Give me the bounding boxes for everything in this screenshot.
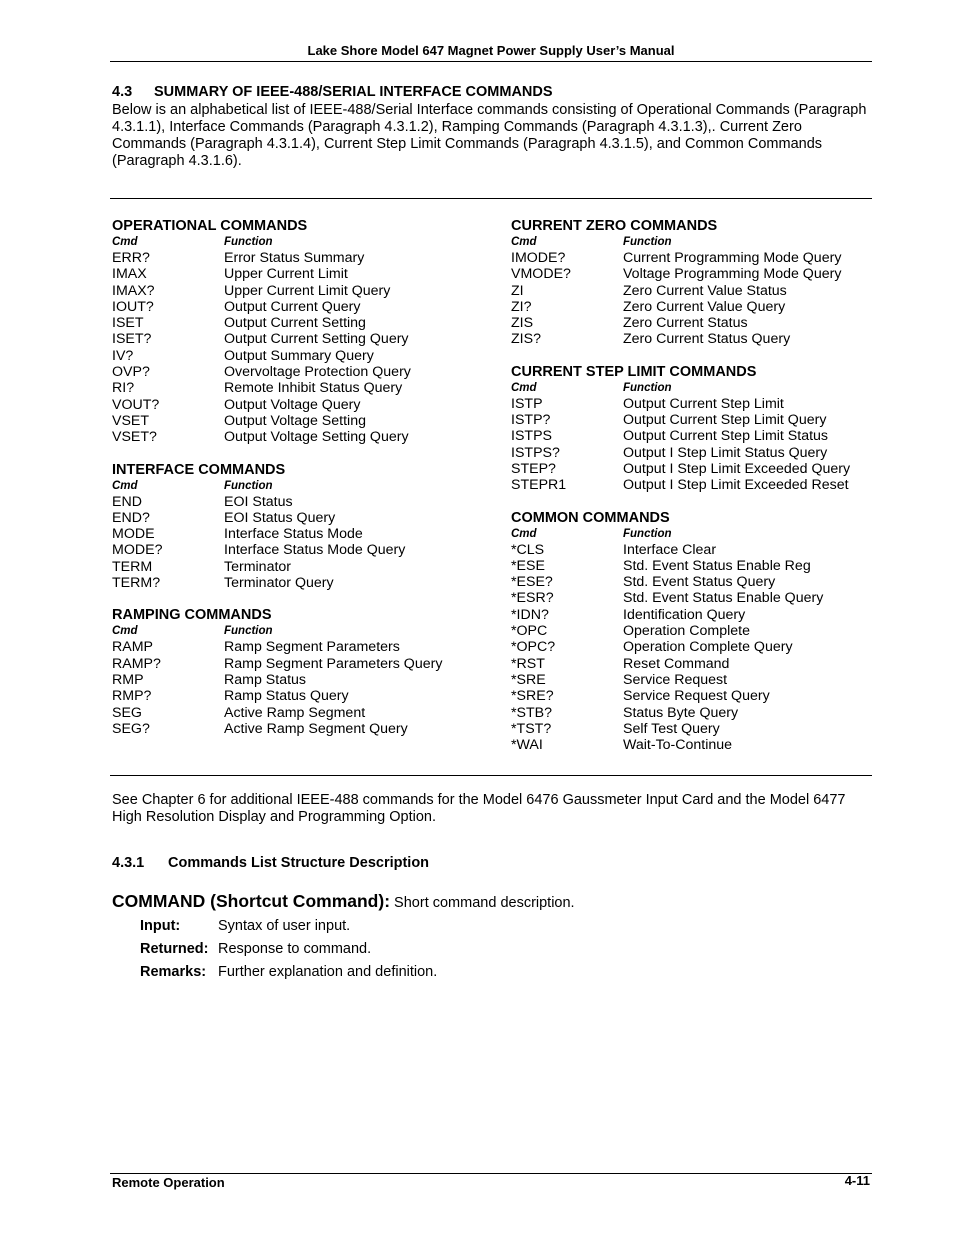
command-mnemonic: *WAI [511, 737, 543, 754]
footer-chapter: Remote Operation [112, 1175, 225, 1190]
command-row [511, 721, 871, 737]
command-mnemonic: *SRE [511, 671, 546, 688]
command-row [112, 542, 502, 558]
subsection-title: Commands List Structure Description [168, 855, 430, 871]
command-mnemonic: ISTPS [511, 428, 552, 445]
command-row [112, 364, 502, 380]
command-mnemonic: RI? [112, 380, 135, 397]
command-mnemonic: END? [112, 509, 150, 526]
command-function: Interface Clear [623, 541, 717, 558]
command-row [511, 477, 871, 493]
command-group-title: CURRENT STEP LIMIT COMMANDS [511, 363, 757, 380]
command-function: Reset Command [623, 655, 730, 672]
column-header-row [112, 479, 502, 494]
command-function: Overvoltage Protection Query [224, 364, 411, 381]
command-mnemonic: ERR? [112, 250, 150, 266]
command-row [112, 429, 502, 445]
command-function: Output Current Step Limit Query [623, 412, 827, 429]
command-row [511, 672, 871, 688]
input-label: Input: [140, 918, 181, 934]
page-header: Lake Shore Model 647 Magnet Power Supply User’s Manual [307, 43, 675, 58]
command-function: Output Current Step Limit [623, 395, 784, 412]
function-column-header: Function [623, 236, 672, 248]
command-mnemonic: *STB? [511, 704, 553, 721]
command-row [112, 266, 502, 282]
command-row [112, 721, 502, 737]
returned-label: Returned: [140, 941, 209, 957]
column-header-row [112, 624, 502, 639]
command-function: Operation Complete [623, 623, 750, 640]
returned-definition [140, 941, 371, 957]
command-format-desc: Short command description. [390, 895, 575, 911]
command-row [511, 607, 871, 623]
command-function: Output Current Step Limit Status [623, 428, 829, 445]
command-mnemonic: RAMP? [112, 655, 161, 672]
command-mnemonic: *IDN? [511, 606, 549, 623]
command-mnemonic: *OPC? [511, 639, 556, 656]
command-row [511, 705, 871, 721]
command-group-title: COMMON COMMANDS [511, 509, 670, 526]
cmd-column-header: Cmd [112, 625, 138, 638]
command-row [112, 575, 502, 591]
command-mnemonic: ZIS? [511, 331, 541, 348]
command-mnemonic: RAMP [112, 639, 153, 656]
command-function: Zero Current Value Status [623, 282, 787, 299]
command-row [112, 331, 502, 347]
command-row [511, 445, 871, 461]
cmd-column-header: Cmd [112, 236, 138, 248]
command-function: Ramp Segment Parameters [224, 639, 400, 656]
returned-text: Response to command. [218, 941, 372, 957]
command-row [511, 283, 871, 299]
command-mnemonic: IV? [112, 347, 134, 364]
command-function: Interface Status Mode Query [224, 542, 406, 559]
command-function: Ramp Status [224, 671, 307, 688]
command-mnemonic: ZI [511, 282, 524, 299]
command-row [112, 559, 502, 575]
command-function: Service Request Query [623, 688, 770, 705]
command-function: Voltage Programming Mode Query [623, 266, 842, 283]
section-title: SUMMARY OF IEEE-488/SERIAL INTERFACE COMMANDS [154, 84, 553, 100]
command-row [112, 413, 502, 429]
command-function: Output I Step Limit Exceeded Query [623, 460, 851, 477]
section-number: 4.3 [112, 84, 133, 100]
subsection-heading [112, 855, 429, 871]
command-row [511, 299, 871, 315]
cmd-column-header: Cmd [112, 479, 138, 492]
command-mnemonic: ISTP? [511, 412, 551, 429]
command-function: Wait-To-Continue [623, 737, 733, 754]
command-row [511, 542, 871, 558]
command-function: Active Ramp Segment Query [224, 720, 408, 737]
command-row [112, 299, 502, 315]
command-mnemonic: ISET? [112, 331, 152, 348]
command-function: Ramp Segment Parameters Query [224, 655, 443, 672]
command-function: Error Status Summary [224, 250, 365, 266]
command-mnemonic: IMAX? [112, 282, 155, 299]
header-rule [110, 61, 872, 62]
function-column-header: Function [623, 381, 672, 394]
command-mnemonic: STEPR1 [511, 477, 567, 494]
command-row [511, 623, 871, 639]
command-row [112, 494, 502, 510]
command-mnemonic: VOUT? [112, 396, 160, 413]
table-bottom-rule [110, 775, 872, 776]
command-row [511, 428, 871, 444]
command-function: Identification Query [623, 606, 746, 623]
command-format-line [112, 891, 575, 912]
command-row [511, 412, 871, 428]
command-row [511, 558, 871, 574]
function-column-header: Function [224, 236, 273, 248]
cmd-column-header: Cmd [511, 527, 537, 540]
command-function: Output Current Setting [224, 315, 366, 332]
chapter-6-note: See Chapter 6 for additional IEEE-488 commands for the Model 6476 Gaussmeter Input Card and the Model 6477 High Resolution Display and Programming Option. [112, 792, 846, 825]
command-function: Upper Current Limit [224, 266, 348, 283]
command-mnemonic: ISTPS? [511, 444, 560, 461]
command-function: Output Current Query [224, 298, 361, 315]
left-command-column [112, 218, 502, 737]
column-header-row [511, 381, 871, 396]
command-row [112, 348, 502, 364]
command-function: Output Current Setting Query [224, 331, 409, 348]
input-text: Syntax of user input. [218, 918, 351, 934]
command-row [112, 526, 502, 542]
command-mnemonic: RMP? [112, 688, 152, 705]
command-row [112, 283, 502, 299]
command-function: Output I Step Limit Status Query [623, 444, 828, 461]
command-mnemonic: MODE [112, 526, 155, 543]
column-header-row [511, 235, 871, 250]
right-command-column [511, 218, 871, 753]
command-row [112, 315, 502, 331]
command-mnemonic: VSET [112, 412, 150, 429]
command-mnemonic: SEG [112, 704, 142, 721]
command-format-label: COMMAND (Shortcut Command): [112, 891, 391, 911]
command-group-title: OPERATIONAL COMMANDS [112, 218, 308, 234]
command-function: Terminator [224, 558, 292, 575]
command-function: Current Programming Mode Query [623, 250, 842, 266]
cmd-column-header: Cmd [511, 381, 537, 394]
command-mnemonic: MODE? [112, 542, 163, 559]
command-row [511, 737, 871, 753]
command-function: Ramp Status Query [224, 688, 349, 705]
command-mnemonic: *OPC [511, 623, 548, 640]
command-group-title: INTERFACE COMMANDS [112, 461, 286, 478]
command-function: Interface Status Mode [224, 526, 363, 543]
column-header-row [112, 235, 502, 250]
command-row [112, 639, 502, 655]
command-function: Output Summary Query [224, 347, 374, 364]
function-column-header: Function [224, 625, 273, 638]
command-function: Active Ramp Segment [224, 704, 366, 721]
function-column-header: Function [623, 527, 672, 540]
command-row [112, 510, 502, 526]
command-row [511, 656, 871, 672]
command-function: Output Voltage Query [224, 396, 361, 413]
command-function: Upper Current Limit Query [224, 282, 391, 299]
command-mnemonic: ISTP [511, 395, 543, 412]
command-mnemonic: END [112, 493, 142, 510]
command-row [112, 705, 502, 721]
command-row [511, 590, 871, 606]
table-top-rule [110, 198, 872, 199]
command-function: Operation Complete Query [623, 639, 793, 656]
command-row [112, 656, 502, 672]
command-row [511, 250, 871, 266]
group-spacer [112, 591, 502, 607]
command-mnemonic: *SRE? [511, 688, 554, 705]
command-row [112, 672, 502, 688]
group-spacer [112, 446, 502, 462]
group-spacer [511, 494, 871, 510]
command-group-title: CURRENT ZERO COMMANDS [511, 218, 718, 234]
command-mnemonic: ZI? [511, 298, 532, 315]
command-function: Output I Step Limit Exceeded Reset [623, 477, 849, 494]
command-row [511, 574, 871, 590]
command-mnemonic: ISET [112, 315, 144, 332]
command-function: Zero Current Value Query [623, 298, 786, 315]
command-group-title: RAMPING COMMANDS [112, 607, 272, 624]
command-mnemonic: ZIS [511, 315, 534, 332]
command-row [511, 688, 871, 704]
command-function: Self Test Query [623, 720, 720, 737]
command-function: Std. Event Status Enable Query [623, 590, 824, 607]
section-intro: Below is an alphabetical list of IEEE-488/Serial Interface commands consisting of Operational Commands (Paragraph 4.3.1.1), Interface Commands (Paragraph 4.3.1.2), Ramping Commands (Paragraph 4.3.1.3),. Current Zero Commands (Paragraph 4.3.1.4), Current Step Limit Commands (Paragraph 4.3.1.5), and Common Commands (Paragraph 4.3.1.6). [112, 102, 867, 169]
column-header-row [511, 527, 871, 542]
command-function: Zero Current Status Query [623, 331, 791, 348]
command-function: EOI Status [224, 493, 293, 510]
command-mnemonic: TERM [112, 558, 153, 575]
command-function: Std. Event Status Enable Reg [623, 557, 811, 574]
remarks-definition [140, 964, 437, 980]
command-mnemonic: *RST [511, 655, 545, 672]
command-row [112, 250, 502, 266]
section-heading [112, 84, 553, 100]
function-column-header: Function [224, 479, 273, 492]
command-mnemonic: RMP [112, 671, 144, 688]
command-mnemonic: IMODE? [511, 250, 566, 266]
group-spacer [511, 348, 871, 364]
command-function: Zero Current Status [623, 315, 748, 332]
subsection-number: 4.3.1 [112, 855, 145, 871]
command-function: Terminator Query [224, 575, 334, 592]
command-mnemonic: IOUT? [112, 298, 154, 315]
footer-rule [110, 1173, 872, 1174]
command-mnemonic: STEP? [511, 460, 556, 477]
command-function: Service Request [623, 671, 728, 688]
page-number: 4-11 [844, 1173, 870, 1188]
command-mnemonic: SEG? [112, 720, 150, 737]
command-mnemonic: VSET? [112, 429, 157, 446]
input-definition [140, 918, 350, 934]
command-function: EOI Status Query [224, 509, 336, 526]
command-function: Status Byte Query [623, 704, 739, 721]
command-function: Std. Event Status Query [623, 574, 776, 591]
command-row [511, 639, 871, 655]
command-row [112, 380, 502, 396]
command-mnemonic: *CLS [511, 541, 545, 558]
command-row [511, 331, 871, 347]
command-mnemonic: *ESE? [511, 574, 553, 591]
command-mnemonic: *ESR? [511, 590, 554, 607]
command-row [112, 397, 502, 413]
cmd-column-header: Cmd [511, 236, 537, 248]
remarks-label: Remarks: [140, 964, 207, 980]
command-mnemonic: *ESE [511, 557, 545, 574]
command-mnemonic: *TST? [511, 720, 552, 737]
command-row [511, 315, 871, 331]
command-row [511, 461, 871, 477]
command-mnemonic: OVP? [112, 364, 150, 381]
command-row [511, 396, 871, 412]
command-function: Remote Inhibit Status Query [224, 380, 403, 397]
command-function: Output Voltage Setting [224, 412, 366, 429]
remarks-text: Further explanation and definition. [218, 964, 438, 980]
command-row [112, 688, 502, 704]
command-function: Output Voltage Setting Query [224, 429, 409, 446]
command-mnemonic: TERM? [112, 575, 161, 592]
command-mnemonic: IMAX [112, 266, 147, 283]
command-mnemonic: VMODE? [511, 266, 571, 283]
command-row [511, 266, 871, 282]
